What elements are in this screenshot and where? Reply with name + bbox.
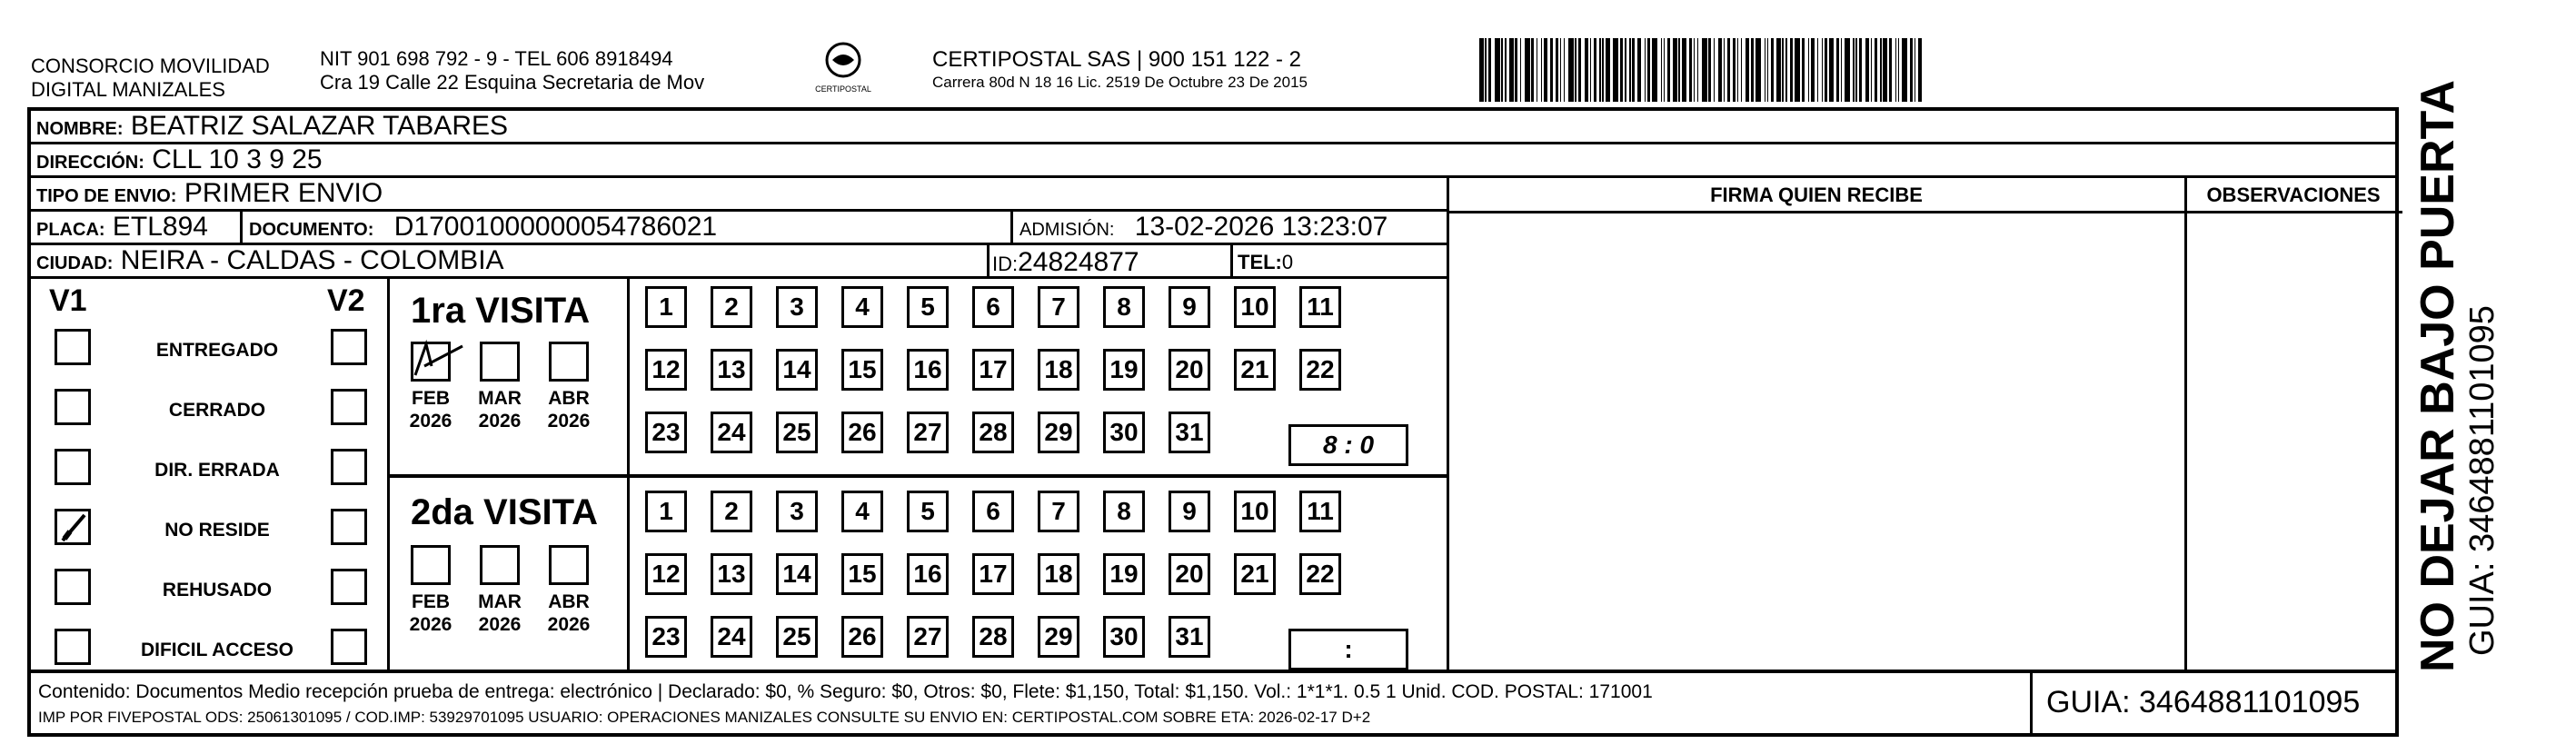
barcode-bar	[1765, 38, 1766, 102]
second-visit-day-25[interactable]: 25	[776, 616, 818, 658]
second-visit-month-label-abr	[542, 590, 596, 636]
v1-checkbox-dificil-acceso[interactable]	[55, 629, 91, 665]
barcode-bar	[1898, 38, 1900, 102]
second-visit-day-31[interactable]: 31	[1169, 616, 1210, 658]
second-visit-day-16[interactable]: 16	[907, 553, 949, 595]
barcode-bar	[1782, 38, 1784, 102]
first-visit-time-value: 8 : 0	[1322, 431, 1375, 459]
first-visit-title: 1ra VISITA	[411, 291, 591, 331]
barcode-bar	[1855, 38, 1857, 102]
barcode-bar	[1915, 38, 1916, 102]
barcode-bar	[1590, 38, 1592, 102]
barcode-bar	[1845, 38, 1850, 102]
company-contact	[320, 47, 704, 94]
first-visit-day-8[interactable]: 8	[1103, 286, 1145, 328]
first-visit-month-feb[interactable]	[411, 342, 451, 382]
tipo-envio-label: TIPO DE ENVIO:	[36, 186, 177, 206]
admision-label: ADMISIÓN:	[1019, 220, 1115, 240]
nombre-row	[31, 111, 2395, 144]
barcode-bar	[1564, 38, 1566, 102]
delivery-form	[27, 107, 2399, 737]
status-label-cerrado: CERRADO	[168, 400, 266, 421]
first-visit-day-30[interactable]: 30	[1103, 412, 1145, 453]
barcode-bar	[1767, 38, 1769, 102]
v1-checkbox-entregado[interactable]	[55, 329, 91, 365]
month-year: 2026	[478, 614, 522, 635]
barcode-bar	[1505, 38, 1507, 102]
courier-info	[932, 47, 1308, 93]
barcode-bar	[1746, 38, 1750, 102]
firma-header-line	[1447, 211, 2402, 213]
barcode-bar	[1811, 38, 1815, 102]
barcode-bar	[1625, 38, 1626, 102]
direccion-label: DIRECCIÓN:	[36, 153, 144, 173]
barcode-bar	[1875, 38, 1877, 102]
barcode-bar	[1645, 38, 1646, 102]
firma-header: FIRMA QUIEN RECIBE	[1710, 184, 1923, 206]
second-visit-day-17[interactable]: 17	[972, 553, 1014, 595]
barcode-bar	[1568, 38, 1574, 102]
barcode-bar	[1817, 38, 1819, 102]
second-visit-day-10[interactable]: 10	[1234, 491, 1276, 532]
month-year: 2026	[478, 411, 522, 432]
first-visit-day-13[interactable]: 13	[711, 349, 752, 391]
barcode-bar	[1836, 38, 1839, 102]
side-guia: GUIA: 3464881101095	[2463, 305, 2501, 656]
first-visit-day-25[interactable]: 25	[776, 412, 818, 453]
barcode-bar	[1702, 38, 1707, 102]
first-visit-day-7[interactable]: 7	[1038, 286, 1079, 328]
status-label-dir-errada: DIR. ERRADA	[154, 460, 280, 481]
company-line-2: DIGITAL MANIZALES	[31, 78, 225, 101]
observaciones-column-divider	[2184, 178, 2187, 670]
barcode-bar	[1918, 38, 1923, 102]
barcode-bar	[1694, 38, 1696, 102]
second-visit-day-21[interactable]: 21	[1234, 553, 1276, 595]
nombre-label: NOMBRE:	[36, 119, 124, 139]
footer-divider	[31, 670, 2395, 673]
barcode-bar	[1501, 38, 1503, 102]
first-visit-month-label-mar	[472, 387, 527, 432]
barcode-bar	[1902, 38, 1907, 102]
first-visit-day-16[interactable]: 16	[907, 349, 949, 391]
direccion-value: CLL 10 3 9 25	[152, 144, 323, 174]
first-visit-day-2[interactable]: 2	[711, 286, 752, 328]
v2-header: V2	[327, 283, 365, 318]
documento-label: DOCUMENTO:	[249, 220, 374, 240]
firma-column-divider	[1447, 178, 1449, 670]
month-name: MAR	[478, 591, 522, 612]
second-visit-day-28[interactable]: 28	[972, 616, 1014, 658]
barcode-bar	[1560, 38, 1562, 102]
month-year: 2026	[547, 411, 591, 432]
documento-value: D17001000000054786021	[393, 212, 718, 242]
admision-value: 13-02-2026 13:23:07	[1134, 212, 1388, 242]
ciudad-row	[31, 245, 1448, 279]
barcode-bar	[1910, 38, 1913, 102]
barcode-bar	[1790, 38, 1793, 102]
v1-header: V1	[49, 283, 87, 318]
barcode-bar	[1673, 38, 1677, 102]
v2-checkbox-entregado[interactable]	[331, 329, 367, 365]
month-year: 2026	[409, 614, 453, 635]
v1-checkbox-dir-errada[interactable]	[55, 449, 91, 485]
tipo-envio-value: PRIMER ENVIO	[184, 178, 383, 208]
direccion-row	[31, 144, 2395, 178]
second-visit-day-20[interactable]: 20	[1169, 553, 1210, 595]
id-divider	[987, 245, 990, 279]
barcode-bar	[1776, 38, 1781, 102]
barcode-bar	[1751, 38, 1754, 102]
placa-divider	[240, 212, 243, 245]
barcode-bar	[1556, 38, 1558, 102]
barcode-bar	[1525, 38, 1530, 102]
id-label: ID:	[992, 253, 1019, 275]
month-name: ABR	[548, 591, 590, 612]
logo-emblem-icon	[823, 40, 863, 80]
first-visit-day-15[interactable]: 15	[841, 349, 883, 391]
first-visit-month-label-feb	[403, 387, 458, 432]
barcode-bar	[1859, 38, 1862, 102]
second-visit-day-1[interactable]: 1	[645, 491, 687, 532]
v2-checkbox-no-reside[interactable]	[331, 509, 367, 545]
barcode-bar	[1594, 38, 1596, 102]
second-visit-day-13[interactable]: 13	[711, 553, 752, 595]
barcode-bar	[1509, 38, 1514, 102]
observations-area[interactable]	[2188, 214, 2399, 669]
second-visit-time-value: :	[1344, 635, 1353, 663]
second-visit-day-7[interactable]: 7	[1038, 491, 1079, 532]
v1-checkbox-no-reside[interactable]	[55, 509, 91, 545]
barcode-bar	[1629, 38, 1631, 102]
admision-cell	[1019, 212, 1387, 245]
barcode-bar	[1795, 38, 1800, 102]
side-notice	[2412, 79, 2501, 672]
barcode-bar	[1479, 38, 1484, 102]
barcode-bar	[1825, 38, 1827, 102]
barcode-bar	[1620, 38, 1623, 102]
second-visit-month-feb[interactable]	[411, 545, 451, 585]
status-label-dificil-acceso: DIFICIL ACCESO	[140, 640, 293, 660]
first-visit-day-10[interactable]: 10	[1234, 286, 1276, 328]
nit-line: NIT 901 698 792 - 9 - TEL 606 8918494	[320, 47, 673, 70]
second-visit-day-3[interactable]: 3	[776, 491, 818, 532]
barcode-bar	[1667, 38, 1670, 102]
placa-value: ETL894	[112, 212, 208, 242]
first-visit-day-17[interactable]: 17	[972, 349, 1014, 391]
address-line: Cra 19 Calle 22 Esquina Secretaria de Mov	[320, 71, 705, 94]
first-visit-day-19[interactable]: 19	[1103, 349, 1145, 391]
status-label-rehusado: REHUSADO	[162, 580, 273, 600]
first-visit-day-6[interactable]: 6	[972, 286, 1014, 328]
second-visit-day-24[interactable]: 24	[711, 616, 752, 658]
ciudad-label: CIUDAD:	[36, 253, 114, 273]
barcode-bar	[1718, 38, 1723, 102]
barcode-bar	[1661, 38, 1663, 102]
visit-divider	[387, 474, 1448, 478]
first-visit-day-28[interactable]: 28	[972, 412, 1014, 453]
second-visit-day-22[interactable]: 22	[1299, 553, 1341, 595]
v2-checkbox-rehusado[interactable]	[331, 569, 367, 605]
barcode-bar	[1714, 38, 1716, 102]
second-visit-day-5[interactable]: 5	[907, 491, 949, 532]
check-mark-icon	[57, 511, 94, 548]
company-name	[31, 55, 270, 102]
second-visit-day-11[interactable]: 11	[1299, 491, 1341, 532]
second-visit-day-8[interactable]: 8	[1103, 491, 1145, 532]
barcode-bar	[1808, 38, 1810, 102]
observaciones-header: OBSERVACIONES	[2206, 184, 2381, 206]
barcode-bar	[1520, 38, 1522, 102]
second-visit-month-label-feb	[403, 590, 458, 636]
second-visit-day-9[interactable]: 9	[1169, 491, 1210, 532]
barcode-bar	[1724, 38, 1726, 102]
first-visit-month-label-abr	[542, 387, 596, 432]
barcode-bar	[1682, 38, 1686, 102]
second-visit-day-23[interactable]: 23	[645, 616, 687, 658]
logo-text: CERTIPOSTAL	[815, 84, 871, 94]
second-visit-day-14[interactable]: 14	[776, 553, 818, 595]
barcode-bar	[1871, 38, 1873, 102]
first-visit-day-22[interactable]: 22	[1299, 349, 1341, 391]
signature-area[interactable]	[1450, 214, 2183, 669]
barcode-bar	[1575, 38, 1576, 102]
first-visit-day-4[interactable]: 4	[841, 286, 883, 328]
second-visit-time[interactable]	[1288, 629, 1408, 670]
v1-checkbox-cerrado[interactable]	[55, 389, 91, 425]
first-visit-day-1[interactable]: 1	[645, 286, 687, 328]
barcode-bar	[1485, 38, 1487, 102]
second-visit-day-30[interactable]: 30	[1103, 616, 1145, 658]
barcode-bar	[1544, 38, 1548, 102]
placa-label: PLACA:	[36, 220, 105, 240]
nombre-value: BEATRIZ SALAZAR TABARES	[130, 111, 508, 141]
month-year: 2026	[547, 614, 591, 635]
first-visit-day-18[interactable]: 18	[1038, 349, 1079, 391]
second-visit-day-15[interactable]: 15	[841, 553, 883, 595]
first-visit-day-20[interactable]: 20	[1169, 349, 1210, 391]
barcode-bar	[1733, 38, 1736, 102]
second-visit-day-26[interactable]: 26	[841, 616, 883, 658]
barcode-bar	[1647, 38, 1650, 102]
barcode-bar	[1785, 38, 1787, 102]
first-visit-time[interactable]	[1288, 424, 1408, 466]
month-name: FEB	[412, 388, 450, 409]
barcode-bar	[1531, 38, 1534, 102]
courier-line-2: Carrera 80d N 18 16 Lic. 2519 De Octubre 23 De 2015	[932, 74, 1308, 91]
barcode-bar	[1606, 38, 1610, 102]
first-visit-month-mar[interactable]	[480, 342, 520, 382]
barcode-bar	[1755, 38, 1761, 102]
first-visit-day-21[interactable]: 21	[1234, 349, 1276, 391]
ciudad-value: NEIRA - CALDAS - COLOMBIA	[120, 245, 504, 275]
second-visit-day-29[interactable]: 29	[1038, 616, 1079, 658]
id-value: 24824877	[1018, 247, 1139, 277]
first-visit-day-23[interactable]: 23	[645, 412, 687, 453]
barcode-bar	[1841, 38, 1843, 102]
barcode-bar	[1537, 38, 1538, 102]
second-visit-day-4[interactable]: 4	[841, 491, 883, 532]
first-visit-day-14[interactable]: 14	[776, 349, 818, 391]
footer-print-info: IMP POR FIVEPOSTAL ODS: 25061301095 / COD.IMP: 53929701095 USUARIO: OPERACIONES MANIZALES CONSULTE SU ENVIO EN: CERTIPOSTAL.COM SOBRE ETA: 2026-02-17 D+2	[38, 709, 1371, 726]
barcode-bar	[1689, 38, 1692, 102]
barcode-bar	[1853, 38, 1855, 102]
barcode-bar	[1585, 38, 1589, 102]
status-label-no-reside: NO RESIDE	[164, 520, 270, 541]
certipostal-logo	[814, 40, 872, 94]
barcode-bar	[1632, 38, 1635, 102]
tel-label: TEL:	[1238, 251, 1282, 273]
id-cell	[992, 247, 1139, 280]
month-name: FEB	[412, 591, 450, 612]
v2-checkbox-dificil-acceso[interactable]	[331, 629, 367, 665]
barcode-bar	[1652, 38, 1657, 102]
status-label-entregado: ENTREGADO	[155, 340, 279, 361]
barcode-bar	[1708, 38, 1711, 102]
barcode-bar	[1664, 38, 1666, 102]
second-visit-day-6[interactable]: 6	[972, 491, 1014, 532]
first-visit-day-11[interactable]: 11	[1299, 286, 1341, 328]
footer-guia-divider	[2030, 670, 2033, 733]
courier-line-1: CERTIPOSTAL SAS | 900 151 122 - 2	[932, 47, 1301, 72]
month-name: ABR	[548, 388, 590, 409]
barcode-bar	[1515, 38, 1517, 102]
second-visit-day-27[interactable]: 27	[907, 616, 949, 658]
second-visit-day-12[interactable]: 12	[645, 553, 687, 595]
first-visit-day-27[interactable]: 27	[907, 412, 949, 453]
documento-cell	[249, 212, 717, 245]
barcode-bar	[1602, 38, 1604, 102]
barcode	[1479, 38, 1993, 102]
first-visit-day-9[interactable]: 9	[1169, 286, 1210, 328]
barcode-bar	[1895, 38, 1897, 102]
v2-checkbox-dir-errada[interactable]	[331, 449, 367, 485]
v2-checkbox-cerrado[interactable]	[331, 389, 367, 425]
tel-divider	[1230, 245, 1233, 279]
barcode-bar	[1771, 38, 1774, 102]
barcode-bar	[1880, 38, 1882, 102]
footer-contents: Contenido: Documentos Medio recepción prueba de entrega: electrónico | Declarado: $0, % Seguro: $0, Otros: $0, Flete: $1,150, Total: $1,150. Vol.: 1*1*1. 0.5 1 Unid. COD. POSTAL: 171001	[38, 681, 1653, 702]
company-line-1: CONSORCIO MOVILIDAD	[31, 55, 270, 77]
barcode-bar	[1697, 38, 1699, 102]
barcode-bar	[1829, 38, 1834, 102]
first-visit-month-abr[interactable]	[549, 342, 589, 382]
barcode-bar	[1727, 38, 1730, 102]
first-visit-day-26[interactable]: 26	[841, 412, 883, 453]
barcode-bar	[1613, 38, 1618, 102]
v1-checkbox-rehusado[interactable]	[55, 569, 91, 605]
barcode-bar	[1741, 38, 1743, 102]
second-visit-day-19[interactable]: 19	[1103, 553, 1145, 595]
tel-value: 0	[1281, 251, 1294, 273]
barcode-bar	[1865, 38, 1870, 102]
second-visit-day-18[interactable]: 18	[1038, 553, 1079, 595]
tel-cell	[1238, 251, 1293, 274]
barcode-bar	[1802, 38, 1805, 102]
admision-divider	[1010, 212, 1013, 245]
second-visit-day-2[interactable]: 2	[711, 491, 752, 532]
barcode-bar	[1822, 38, 1824, 102]
barcode-bar	[1889, 38, 1892, 102]
no-dejar-bajo-puerta: NO DEJAR BAJO PUERTA	[2412, 79, 2464, 672]
barcode-bar	[1678, 38, 1680, 102]
barcode-bar	[1495, 38, 1500, 102]
barcode-bar	[1488, 38, 1491, 102]
barcode-bar	[1578, 38, 1581, 102]
first-visit-day-31[interactable]: 31	[1169, 412, 1210, 453]
second-visit-month-label-mar	[472, 590, 527, 636]
first-visit-day-12[interactable]: 12	[645, 349, 687, 391]
month-year: 2026	[409, 411, 453, 432]
tipo-envio-row	[31, 178, 1448, 212]
barcode-bar	[1599, 38, 1601, 102]
barcode-bar	[1637, 38, 1642, 102]
first-visit-day-24[interactable]: 24	[711, 412, 752, 453]
month-name: MAR	[478, 388, 522, 409]
barcode-bar	[1550, 38, 1553, 102]
second-visit-month-mar[interactable]	[480, 545, 520, 585]
footer-guia: GUIA: 3464881101095	[2046, 685, 2361, 719]
barcode-bar	[1541, 38, 1543, 102]
first-visit-day-5[interactable]: 5	[907, 286, 949, 328]
first-visit-day-29[interactable]: 29	[1038, 412, 1079, 453]
barcode-bar	[1883, 38, 1887, 102]
first-visit-day-3[interactable]: 3	[776, 286, 818, 328]
second-visit-month-abr[interactable]	[549, 545, 589, 585]
month-mark-icon	[408, 339, 481, 379]
barcode-bar	[1737, 38, 1739, 102]
second-visit-title: 2da VISITA	[411, 492, 598, 532]
